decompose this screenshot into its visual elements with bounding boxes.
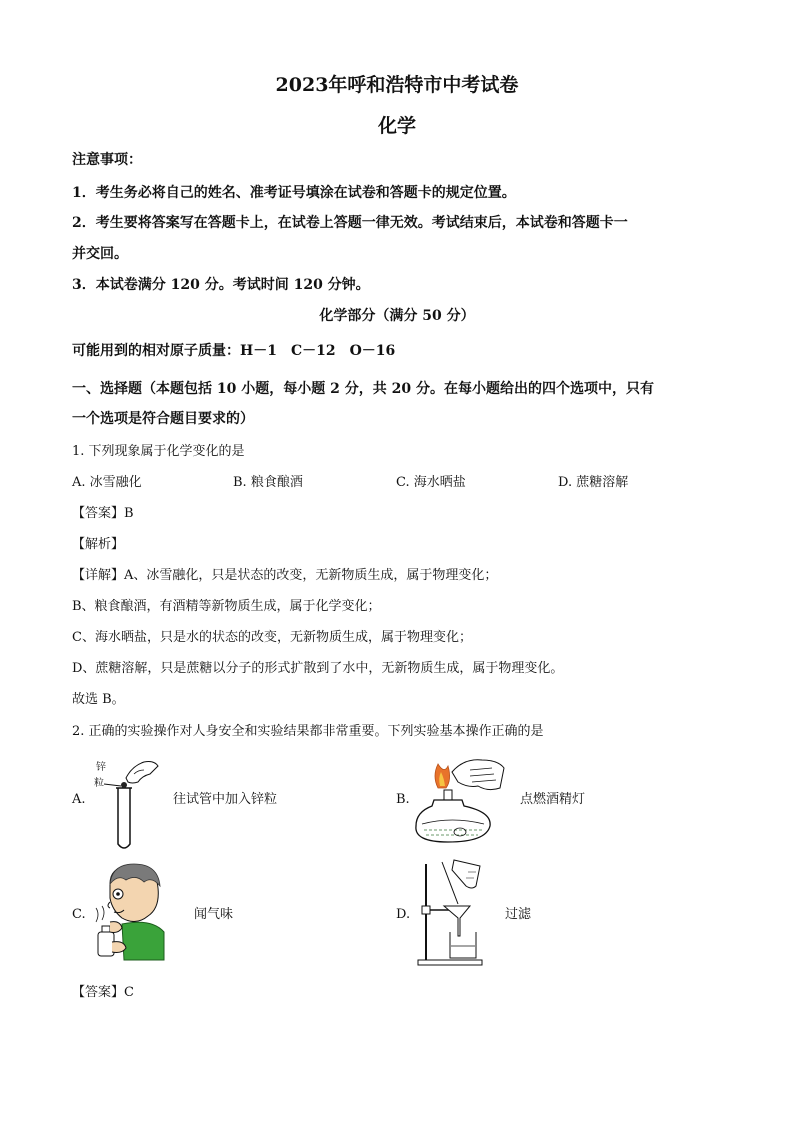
part1-heading-b: 一个选项是符合题目要求的） [72,411,254,427]
q1-detail-4: D、蔗糖溶解，只是蔗糖以分子的形式扩散到了水中，无新物质生成，属于物理变化。 [72,661,564,676]
q2-option-c-letter: C. [72,907,86,922]
q1-detail-2: B、粮食酿酒，有酒精等新物质生成，属于化学变化； [72,599,381,614]
page-title: 2023年呼和浩特市中考试卷 [275,74,519,96]
filtration-figure [414,858,494,968]
zinc-label-2: 粒 [94,778,104,789]
alcohol-lamp-drawing [412,752,508,850]
q2-stem: 2. 正确的实验操作对人身安全和实验结果都非常重要。下列实验基本操作正确的是 [72,724,544,739]
subject-title: 化学 [377,115,416,137]
alcohol-lamp-figure [412,752,508,850]
notice-item-1: 1．考生务必将自己的姓名、准考证号填涂在试卷和答题卡的规定位置。 [72,185,516,201]
q2-option-b-caption: 点燃酒精灯 [520,792,586,807]
person-smelling-drawing [92,862,166,962]
q1-detail-3: C、海水晒盐，只是水的状态的改变，无新物质生成，属于物理变化； [72,630,472,645]
q1-option-d: D. 蔗糖溶解 [558,475,629,490]
filtration-apparatus-drawing [414,858,494,968]
atomic-masses: 可能用到的相对原子质量：H－1 C－12 O－16 [72,343,396,359]
q1-answer: 【答案】B [72,506,134,521]
q2-option-a-caption: 往试管中加入锌粒 [173,792,278,807]
q1-stem: 1. 下列现象属于化学变化的是 [72,444,245,459]
section-title: 化学部分（满分 50 分） [319,308,475,324]
q1-option-b: B. 粮食酿酒 [233,475,303,490]
q1-detail-1: 【详解】A、冰雪融化，只是状态的改变，无新物质生成，属于物理变化； [72,568,498,583]
test-tube-figure [88,752,160,852]
q2-option-c-caption: 闻气味 [194,907,234,922]
q1-option-a: A. 冰雪融化 [72,475,142,490]
notice-item-2a: 2．考生要将答案写在答题卡上，在试卷上答题一律无效。考试结束后，本试卷和答题卡一 [72,215,628,231]
smell-gas-figure [92,862,166,962]
q1-option-c: C. 海水晒盐 [396,475,466,490]
q2-option-b-letter: B. [396,792,410,807]
zinc-label-1: 锌 [96,762,106,773]
q2-option-d-caption: 过滤 [505,907,532,922]
q1-analysis-label: 【解析】 [72,537,125,552]
q2-answer: 【答案】C [72,985,134,1000]
q1-conclusion: 故选 B。 [72,692,125,707]
notice-item-2b: 并交回。 [72,246,128,262]
part1-heading-a: 一、选择题（本题包括 10 小题，每小题 2 分，共 20 分。在每小题给出的四个选项中，只有 [72,381,654,397]
test-tube-hand-drawing [88,752,160,852]
q2-option-a-letter: A. [72,792,86,807]
notice-item-3: 3．本试卷满分 120 分。考试时间 120 分钟。 [72,277,370,293]
q2-option-d-letter: D. [396,907,411,922]
notice-heading: 注意事项： [72,152,142,168]
